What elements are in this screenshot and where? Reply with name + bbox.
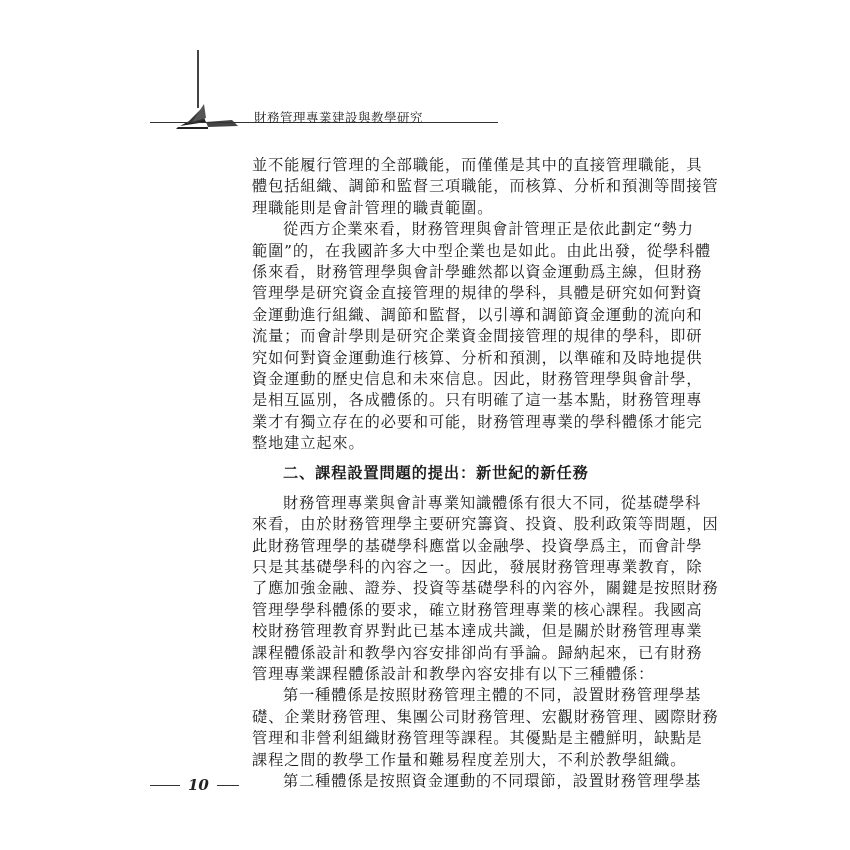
body-line: 究如何對資金運動進行核算、分析和預測，以準確和及時地提供 bbox=[252, 348, 703, 367]
body-line: 了應加強金融、證券、投資等基礎學科的內容外，關鍵是按照財務 bbox=[252, 579, 719, 598]
open-book-icon bbox=[172, 100, 242, 130]
paragraph-start: 第二種體係是按照資金運動的不同環節，設置財務管理學基 bbox=[283, 771, 702, 790]
section-heading: 二、課程設置問題的提出：新世紀的新任務 bbox=[283, 464, 589, 483]
body-line: 此財務管理學的基礎學科應當以金融學、投資學爲主，而會計學 bbox=[252, 536, 703, 555]
page-body bbox=[252, 155, 719, 792]
body-line: 課程之間的教學工作量和難易程度差別大，不利於教學組織。 bbox=[252, 750, 687, 769]
body-line: 管理學學科體係的要求，確立財務管理專業的核心課程。我國高 bbox=[252, 600, 703, 619]
paragraph-start: 財務管理專業與會計專業知識體係有很大不同，從基礎學科 bbox=[283, 493, 702, 512]
body-line: 來看，由於財務管理學主要研究籌資、投資、股利政策等問題，因 bbox=[252, 515, 719, 534]
body-line: 只是其基礎學科的內容之一。因此，發展財務管理專業教育，除 bbox=[252, 558, 703, 577]
body-line: 管理和非營利組織財務管理等課程。其優點是主體鮮明，缺點是 bbox=[252, 729, 703, 748]
body-line: 管理專業課程體係設計和教學內容安排有以下三種體係： bbox=[252, 664, 655, 683]
body-line: 管理學是研究資金直接管理的規律的學科，具體是研究如何對資 bbox=[252, 284, 703, 303]
body-line: 課程體係設計和教學內容安排卻尚有爭論。歸納起來，已有財務 bbox=[252, 643, 703, 662]
body-line: 礎、企業財務管理、集團公司財務管理、宏觀財務管理、國際財務 bbox=[252, 707, 719, 726]
body-line: 金運動進行組織、調節和監督，以引導和調節資金運動的流向和 bbox=[252, 305, 703, 324]
page-footer bbox=[150, 776, 239, 794]
body-line: 資金運動的歷史信息和未來信息。因此，財務管理學與會計學， bbox=[252, 369, 703, 388]
body-line: 業才有獨立存在的必要和可能，財務管理專業的學科體係才能完 bbox=[252, 412, 703, 431]
body-line: 整地建立起來。 bbox=[252, 434, 365, 453]
paragraph-start: 第一種體係是按照財務管理主體的不同，設置財務管理學基 bbox=[283, 686, 702, 705]
body-line: 範圍”的，在我國許多大中型企業也是如此。由此出發，從學科體 bbox=[252, 241, 712, 260]
body-line: 理職能則是會計管理的職責範圍。 bbox=[252, 198, 494, 217]
folio-dash-left bbox=[150, 785, 180, 786]
body-line: 是相互區別，各成體係的。只有明確了這一基本點，財務管理專 bbox=[252, 391, 703, 410]
page-number: 10 bbox=[188, 776, 209, 794]
body-line: 並不能履行管理的全部職能，而僅僅是其中的直接管理職能，具 bbox=[252, 156, 703, 174]
body-line: 體包括組織、調節和監督三項職能，而核算、分析和預測等間接管 bbox=[252, 177, 719, 196]
body-line: 係來看，財務管理學與會計學雖然都以資金運動爲主線，但財務 bbox=[252, 262, 703, 281]
paragraph-start: 從西方企業來看，財務管理與會計管理正是依此劃定“勢力 bbox=[283, 220, 694, 239]
body-line: 校財務管理教育界對此已基本達成共識，但是關於財務管理專業 bbox=[252, 622, 703, 641]
body-line: 流量；而會計學則是研究企業資金間接管理的規律的學科，即研 bbox=[252, 327, 703, 346]
folio-dash-right bbox=[217, 785, 239, 786]
running-head-title: 財務管理專業建設與教學研究 bbox=[254, 110, 424, 125]
